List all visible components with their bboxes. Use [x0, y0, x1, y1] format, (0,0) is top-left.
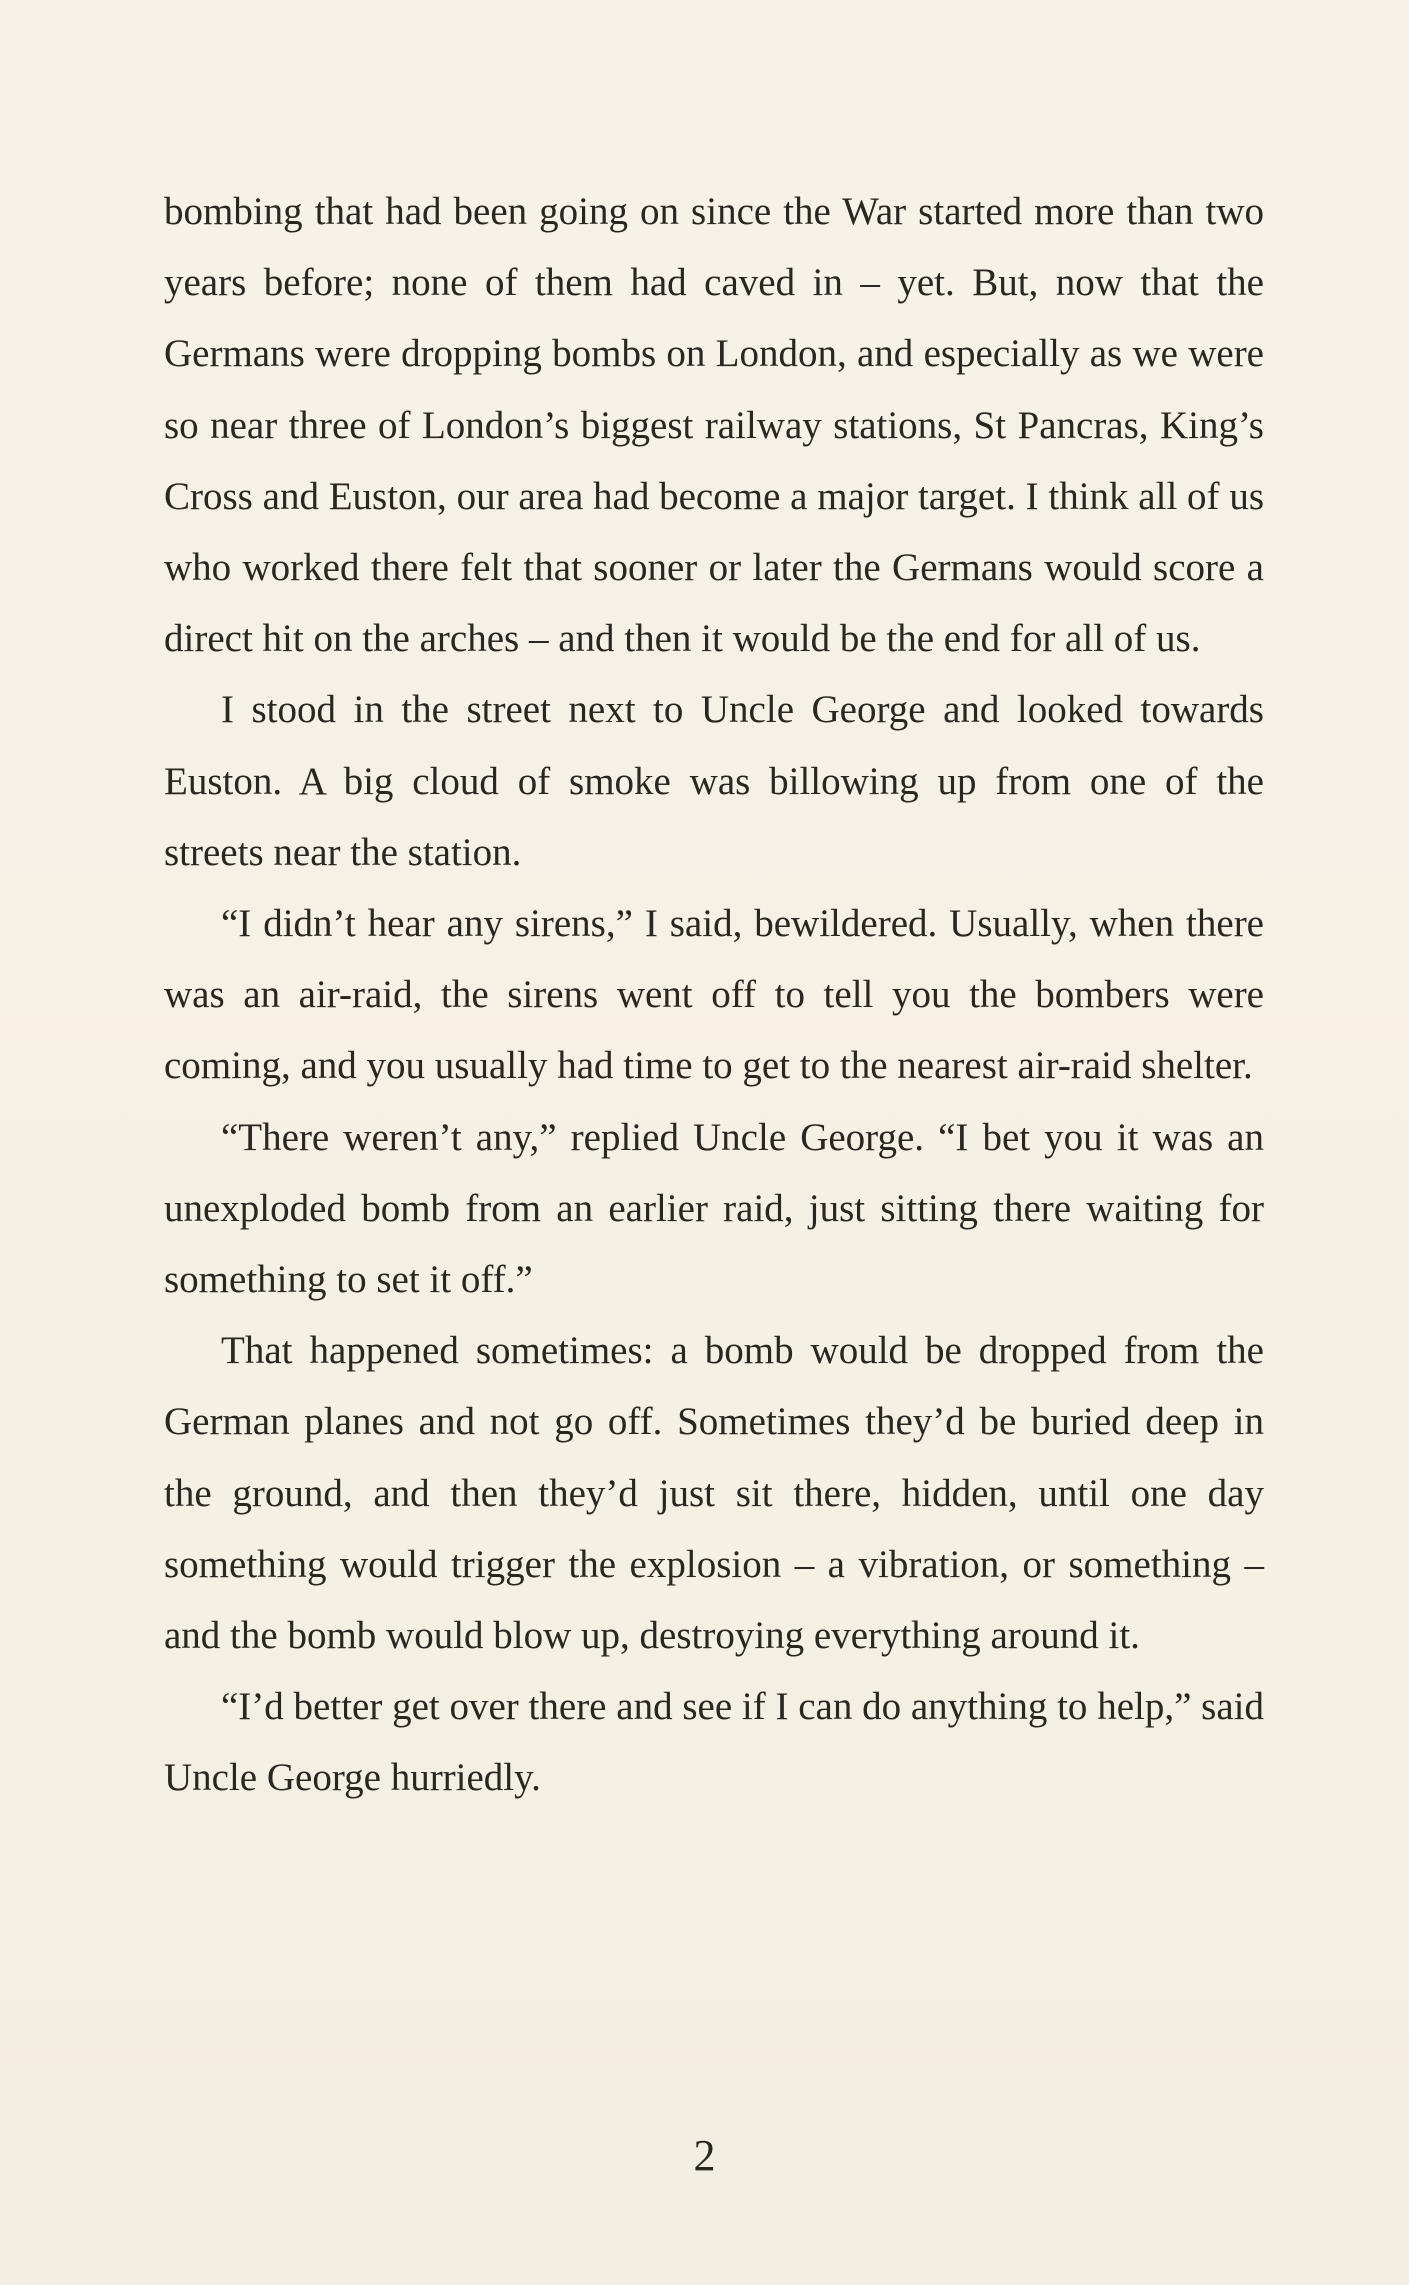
paragraph-3: “I didn’t hear any sirens,” I said, bewildered. Usually, when there was an air-raid, the sirens went off to tell you the bombers were coming, and you usually had time to get to the nearest air-raid shelter.: [164, 902, 1264, 1088]
paragraph-5: That happened sometimes: a bomb would be dropped from the German planes and not go off. Sometimes they’d be buried deep in the ground, and then they’d just sit there, hidden, until one day something would trigger the explosion – a vibration, or something – and the bomb would blow up, destroying everything around it.: [164, 1329, 1264, 1658]
paragraph-4: “There weren’t any,” replied Uncle George. “I bet you it was an unexploded bomb from an earlier raid, just sitting there waiting for something to set it off.”: [164, 1115, 1264, 1302]
body-text: [164, 176, 1264, 1814]
paragraph-1: bombing that had been going on since the War started more than two years before; none of them had caved in – yet. But, now that the Germans were dropping bombs on London, and especially as we were so near three of London’s biggest railway stations, St Pancras, King’s Cross and Euston, our area had become a major target. I think all of us who worked there felt that sooner or later the Germans would score a direct hit on the arches – and then it would be the end for all of us.: [164, 190, 1264, 661]
paragraph-2: I stood in the street next to Uncle George and looked towards Euston. A big cloud of smoke was billowing up from one of the streets near the station.: [164, 688, 1264, 874]
paragraph-6: “I’d better get over there and see if I can do anything to help,” said Uncle George hurriedly.: [164, 1685, 1264, 1800]
page-number: 2: [693, 2131, 716, 2180]
